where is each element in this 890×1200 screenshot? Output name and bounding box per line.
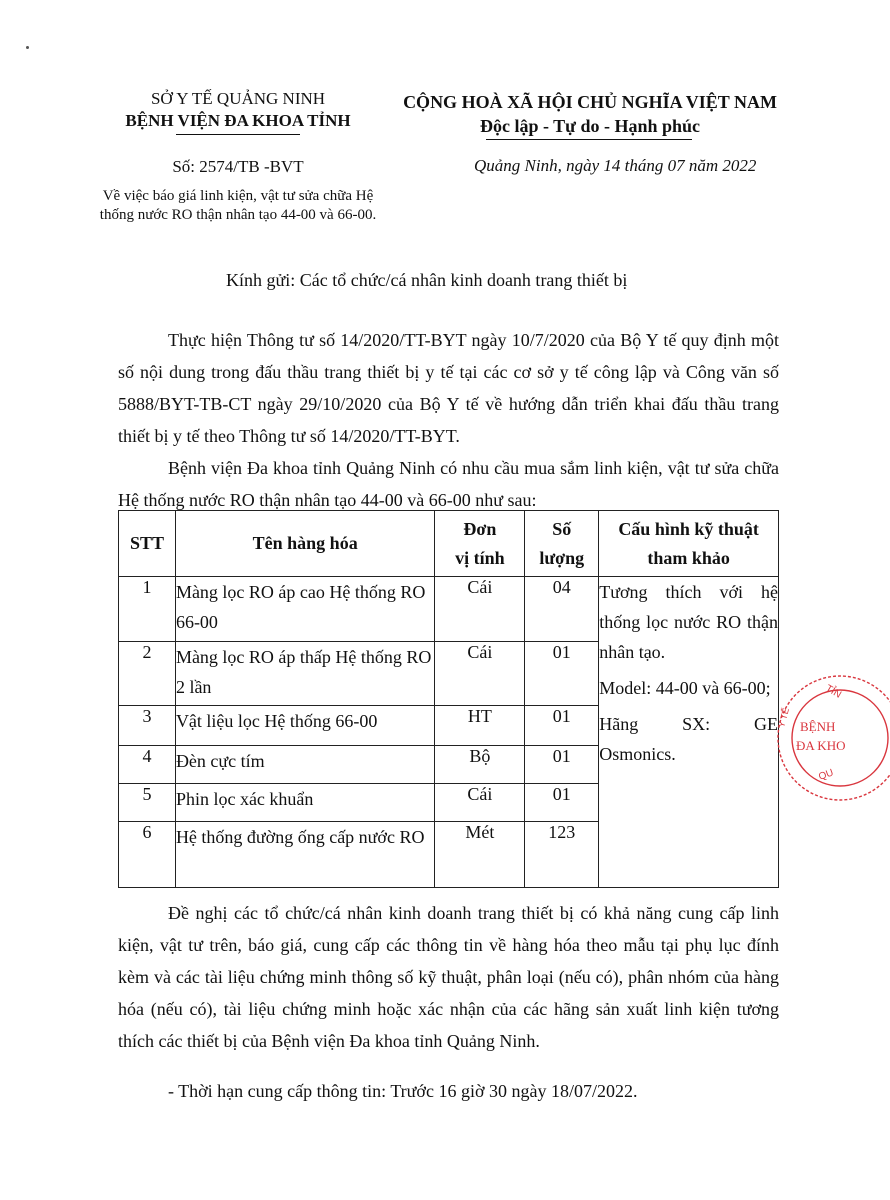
official-stamp <box>770 668 890 808</box>
header-spec <box>599 511 779 577</box>
spec-manufacturer: Hãng SX: GE Osmonics. <box>599 714 778 764</box>
header-spec-line2: tham khảo <box>647 547 730 568</box>
table-row <box>119 577 779 642</box>
stamp-text-bottom: QU <box>817 767 836 783</box>
header-stt: STT <box>119 511 176 577</box>
national-motto: Độc lập - Tự do - Hạnh phúc <box>479 116 701 136</box>
header-unit <box>435 511 525 577</box>
header-spec-line1: Cấu hình kỹ thuật <box>618 518 759 539</box>
scan-speck <box>26 46 29 49</box>
stamp-text-top: TỈN <box>823 683 843 701</box>
stamp-seal-graphic <box>770 668 890 808</box>
header-unit-line2: vị tính <box>455 547 505 568</box>
issuer-hospital: BỆNH VIỆN ĐA KHOA TỈNH <box>125 111 351 130</box>
stamp-text-mid2: ĐA KHO <box>796 738 846 753</box>
issuer-block <box>88 88 388 132</box>
row-item-name: Phin lọc xác khuẩn <box>175 784 434 822</box>
paragraph-demand: Bệnh viện Đa khoa tỉnh Quảng Ninh có nhu cầu mua sắm linh kiện, vật tư sửa chữa Hệ thống nước RO thận nhân tạo 44-00 và 66-00 như sau: <box>118 458 779 510</box>
row-quantity: 04 <box>525 577 599 642</box>
row-spec <box>599 577 779 888</box>
deadline-line: - Thời hạn cung cấp thông tin: Trước 16 giờ 30 ngày 18/07/2022. <box>168 1081 638 1101</box>
paragraph-basis: Thực hiện Thông tư số 14/2020/TT-BYT ngày 10/7/2020 của Bộ Y tế quy định một số nội dung trong đấu thầu trang thiết bị y tế tại các cơ sở y tế công lập và Công văn số 5888/BYT-TB-CT ngày 29/10/2020 của Bộ Y tế về hướng dẫn triển khai đấu thầu trang thiết bị y tế theo Thông tư số 14/2020/TT-BYT. <box>118 330 779 446</box>
document-subject-line: Về việc báo giá linh kiện, vật tư sửa chữa Hệ <box>102 188 374 204</box>
header-unit-line1: Đơn <box>463 518 497 539</box>
row-quantity: 01 <box>525 706 599 746</box>
stamp-text-mid1: BỆNH <box>800 719 836 734</box>
row-unit: Cái <box>435 784 525 822</box>
stamp-text-left: Y TẾ <box>776 706 792 729</box>
row-quantity: 01 <box>525 746 599 784</box>
national-motto-block <box>385 90 795 138</box>
paragraph-request: Đề nghị các tổ chức/cá nhân kinh doanh trang thiết bị có khả năng cung cấp linh kiện, vật tư trên, báo giá, cung cấp các thông tin về hàng hóa theo mẫu tại phụ lục đính kèm và các tài liệu chứng minh thông số kỹ thuật, phân loại (nếu có), phân nhóm của hàng hóa (nếu có), tài liệu chứng minh hoặc xác nhận của các hãng sản xuất linh kiện tương thích các thiết bị của Bệnh viện Đa khoa tỉnh Quảng Ninh. <box>118 903 779 1051</box>
spec-compatibility: Tương thích với hệ thống lọc nước RO thận nhân tạo. <box>599 582 778 662</box>
document-number: Số: 2574/TB -BVT <box>172 157 304 176</box>
row-stt: 4 <box>119 746 176 784</box>
row-stt: 3 <box>119 706 176 746</box>
row-item-name: Màng lọc RO áp thấp Hệ thống RO 2 lần <box>175 642 434 706</box>
spec-model: Model: 44-00 và 66-00; <box>599 678 771 698</box>
row-stt: 5 <box>119 784 176 822</box>
header-quantity-line2: lượng <box>539 547 585 568</box>
row-item-name: Màng lọc RO áp cao Hệ thống RO 66-00 <box>175 577 434 642</box>
row-unit: Cái <box>435 577 525 642</box>
document-subject-line: thống nước RO thận nhân tạo 44-00 và 66-00. <box>99 207 377 223</box>
issuer-underline <box>176 134 300 135</box>
row-quantity: 123 <box>525 822 599 888</box>
items-table <box>118 510 779 888</box>
row-unit: Cái <box>435 642 525 706</box>
motto-underline <box>486 139 692 140</box>
table-header-row <box>119 511 779 577</box>
row-unit: Mét <box>435 822 525 888</box>
row-unit: HT <box>435 706 525 746</box>
header-quantity-line1: Số <box>552 518 572 539</box>
row-stt: 1 <box>119 577 176 642</box>
row-item-name: Đèn cực tím <box>175 746 434 784</box>
header-quantity <box>525 511 599 577</box>
row-stt: 2 <box>119 642 176 706</box>
row-stt: 6 <box>119 822 176 888</box>
row-item-name: Hệ thống đường ống cấp nước RO <box>175 822 434 888</box>
row-unit: Bộ <box>435 746 525 784</box>
row-quantity: 01 <box>525 642 599 706</box>
row-quantity: 01 <box>525 784 599 822</box>
place-date: Quảng Ninh, ngày 14 tháng 07 năm 2022 <box>474 156 757 175</box>
header-item-name: Tên hàng hóa <box>175 511 434 577</box>
recipient-line: Kính gửi: Các tổ chức/cá nhân kinh doanh trang thiết bị <box>226 270 628 290</box>
issuer-department: SỞ Y TẾ QUẢNG NINH <box>150 89 326 108</box>
national-title: CỘNG HOÀ XÃ HỘI CHỦ NGHĨA VIỆT NAM <box>403 92 777 112</box>
document-subject <box>88 187 388 225</box>
row-item-name: Vật liệu lọc Hệ thống 66-00 <box>175 706 434 746</box>
